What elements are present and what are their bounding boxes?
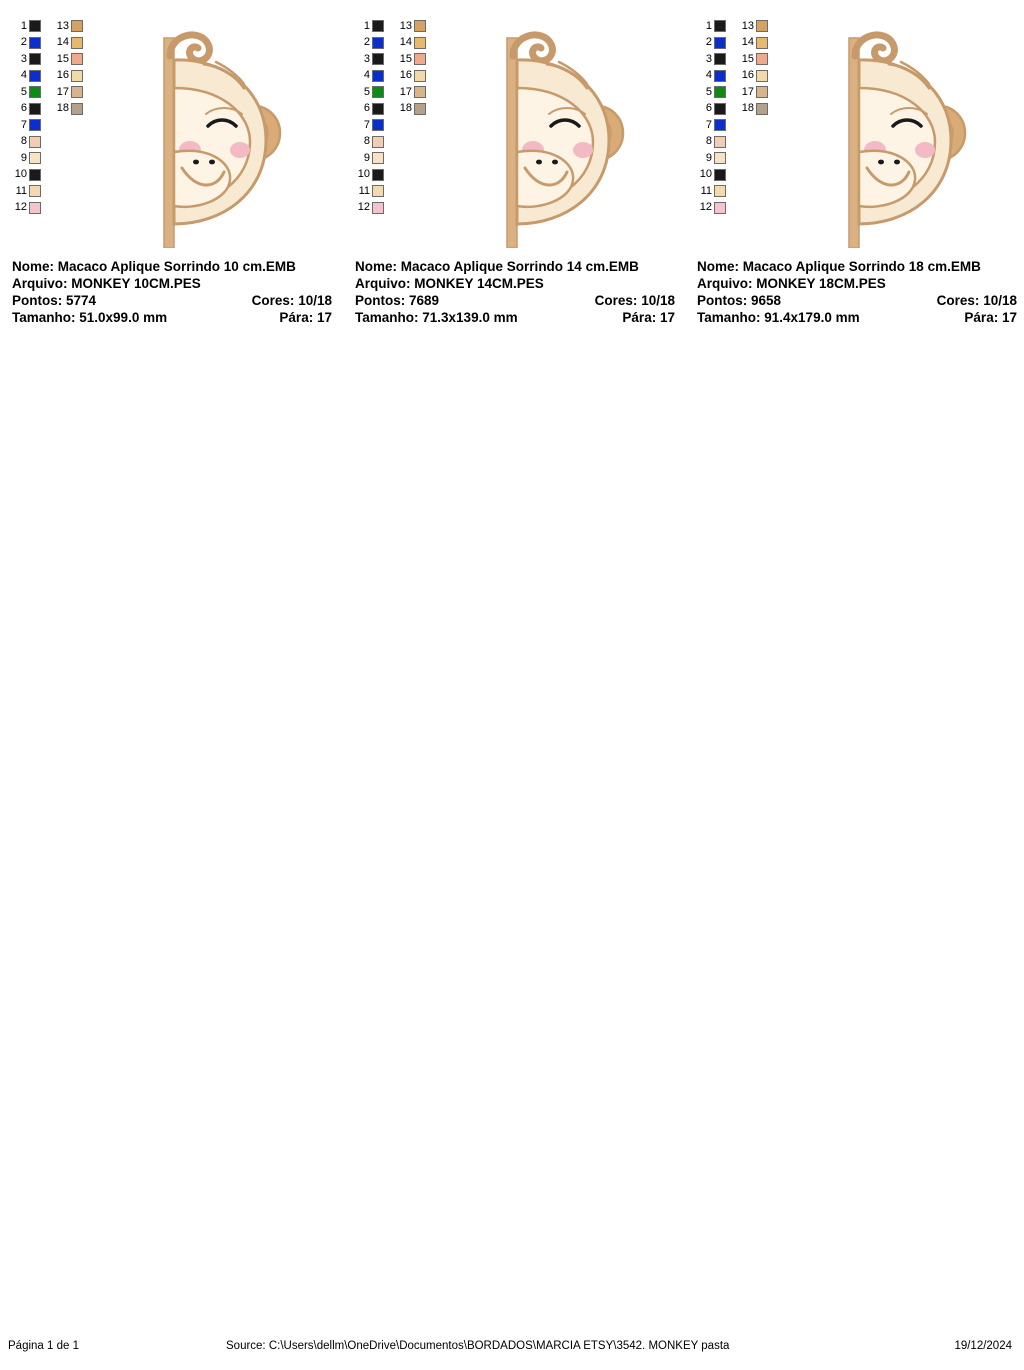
label-tamanho: Tamanho: <box>697 310 761 325</box>
legend-row <box>355 117 384 134</box>
info-para <box>964 309 1017 326</box>
legend-number: 10 <box>699 168 712 181</box>
color-swatch <box>372 20 384 32</box>
legend-number: 3 <box>20 52 27 65</box>
legend-row <box>397 18 426 35</box>
legend-number: 13 <box>399 19 412 32</box>
legend-number: 18 <box>56 102 69 115</box>
legend-row <box>355 68 384 85</box>
label-arquivo: Arquivo: <box>355 276 411 291</box>
color-swatch <box>756 37 768 49</box>
legend-number: 13 <box>741 19 754 32</box>
legend-number: 17 <box>56 85 69 98</box>
color-swatch <box>714 86 726 98</box>
legend-row <box>397 35 426 52</box>
info-pontos <box>697 292 1017 309</box>
info-nome <box>697 258 1017 275</box>
legend-row <box>697 134 726 151</box>
footer-date: 19/12/2024 <box>954 1340 1012 1352</box>
color-swatch <box>714 53 726 65</box>
info-nome <box>355 258 675 275</box>
legend-number: 17 <box>399 85 412 98</box>
design-block <box>355 18 675 248</box>
legend-column-left <box>12 18 41 216</box>
design-info <box>12 258 332 326</box>
legend-number: 3 <box>705 52 712 65</box>
legend-number: 4 <box>705 69 712 82</box>
legend-number: 18 <box>741 102 754 115</box>
info-pontos <box>355 292 675 309</box>
legend-number: 1 <box>705 19 712 32</box>
legend-number: 1 <box>20 19 27 32</box>
legend-row <box>54 101 83 118</box>
info-arquivo <box>355 275 675 292</box>
legend-row <box>697 84 726 101</box>
info-tamanho <box>12 309 332 326</box>
legend-number: 2 <box>20 36 27 49</box>
value-nome: Macaco Aplique Sorrindo 10 cm.EMB <box>57 259 296 274</box>
legend-number: 6 <box>705 102 712 115</box>
color-swatch <box>29 37 41 49</box>
legend-number: 1 <box>363 19 370 32</box>
legend-row <box>739 101 768 118</box>
value-cores: 10/18 <box>298 293 332 308</box>
legend-number: 2 <box>363 36 370 49</box>
color-swatch <box>372 169 384 181</box>
legend-number: 9 <box>20 151 27 164</box>
legend-number: 18 <box>399 102 412 115</box>
label-pontos: Pontos: <box>355 293 406 308</box>
legend-row <box>54 84 83 101</box>
info-tamanho <box>697 309 1017 326</box>
legend-row <box>355 51 384 68</box>
color-swatch <box>71 103 83 115</box>
label-nome: Nome: <box>12 259 55 274</box>
legend-row <box>12 150 41 167</box>
legend-row <box>355 200 384 217</box>
legend-row <box>739 84 768 101</box>
color-swatch <box>714 70 726 82</box>
legend-row <box>397 51 426 68</box>
legend-number: 14 <box>741 36 754 49</box>
label-cores: Cores: <box>251 293 295 308</box>
info-arquivo <box>697 275 1017 292</box>
legend-number: 17 <box>741 85 754 98</box>
legend-row <box>355 101 384 118</box>
design-block <box>697 18 1017 248</box>
legend-row <box>12 51 41 68</box>
legend-row <box>12 18 41 35</box>
legend-number: 2 <box>705 36 712 49</box>
legend-row <box>697 150 726 167</box>
legend-row <box>12 167 41 184</box>
legend-number: 4 <box>363 69 370 82</box>
color-swatch <box>29 70 41 82</box>
legend-row <box>697 117 726 134</box>
legend-row <box>54 51 83 68</box>
legend-row <box>355 167 384 184</box>
monkey-applique-preview <box>789 18 1009 248</box>
legend-row <box>697 68 726 85</box>
value-arquivo: MONKEY 14CM.PES <box>414 276 544 291</box>
value-arquivo: MONKEY 10CM.PES <box>71 276 201 291</box>
info-cores <box>252 292 332 309</box>
color-swatch <box>714 37 726 49</box>
color-swatch <box>29 103 41 115</box>
color-swatch <box>756 20 768 32</box>
info-pontos <box>12 292 332 309</box>
legend-row <box>355 84 384 101</box>
color-swatch <box>756 103 768 115</box>
legend-row <box>739 68 768 85</box>
legend-number: 7 <box>705 118 712 131</box>
design-info <box>697 258 1017 326</box>
legend-column-left <box>355 18 384 216</box>
legend-number: 14 <box>56 36 69 49</box>
color-swatch <box>714 119 726 131</box>
label-nome: Nome: <box>697 259 740 274</box>
legend-number: 5 <box>363 85 370 98</box>
legend-number: 16 <box>399 69 412 82</box>
monkey-applique-preview <box>447 18 667 248</box>
legend-row <box>355 183 384 200</box>
footer-page-number: Página 1 de 1 <box>8 1340 79 1352</box>
info-para <box>279 309 332 326</box>
legend-number: 8 <box>705 135 712 148</box>
color-swatch <box>372 136 384 148</box>
color-swatch <box>29 152 41 164</box>
legend-row <box>397 84 426 101</box>
label-pontos: Pontos: <box>12 293 63 308</box>
value-pontos: 5774 <box>66 293 97 308</box>
info-cores <box>937 292 1017 309</box>
footer-source-path: Source: C:\Users\dellm\OneDrive\Documentos\BORDADOS\MARCIA ETSY\3542. MONKEY pasta <box>226 1340 730 1352</box>
value-cores: 10/18 <box>641 293 675 308</box>
legend-row <box>397 68 426 85</box>
color-swatch <box>29 169 41 181</box>
color-swatch <box>71 20 83 32</box>
value-para: 17 <box>316 310 332 325</box>
info-arquivo <box>12 275 332 292</box>
value-para: 17 <box>659 310 675 325</box>
label-arquivo: Arquivo: <box>697 276 753 291</box>
legend-number: 11 <box>15 184 27 197</box>
value-cores: 10/18 <box>983 293 1017 308</box>
color-swatch <box>714 136 726 148</box>
legend-number: 12 <box>357 201 370 214</box>
color-swatch <box>71 70 83 82</box>
value-tamanho: 71.3x139.0 mm <box>422 310 518 325</box>
value-nome: Macaco Aplique Sorrindo 14 cm.EMB <box>400 259 639 274</box>
legend-number: 11 <box>700 184 712 197</box>
legend-number: 6 <box>363 102 370 115</box>
legend-row <box>355 134 384 151</box>
legend-number: 10 <box>357 168 370 181</box>
legend-row <box>697 51 726 68</box>
color-swatch <box>372 103 384 115</box>
color-swatch <box>756 86 768 98</box>
legend-number: 15 <box>741 52 754 65</box>
legend-number: 11 <box>358 184 370 197</box>
label-cores: Cores: <box>594 293 638 308</box>
label-para: Pára: <box>964 310 999 325</box>
color-swatch <box>29 185 41 197</box>
color-swatch <box>29 86 41 98</box>
legend-number: 9 <box>363 151 370 164</box>
label-cores: Cores: <box>936 293 980 308</box>
legend-number: 16 <box>741 69 754 82</box>
color-swatch <box>714 169 726 181</box>
color-swatch <box>372 152 384 164</box>
value-para: 17 <box>1001 310 1017 325</box>
legend-row <box>12 84 41 101</box>
legend-column-right <box>739 18 768 117</box>
legend-number: 8 <box>363 135 370 148</box>
legend-row <box>54 35 83 52</box>
color-swatch <box>414 70 426 82</box>
legend-row <box>697 101 726 118</box>
label-arquivo: Arquivo: <box>12 276 68 291</box>
label-tamanho: Tamanho: <box>12 310 76 325</box>
value-pontos: 9658 <box>751 293 782 308</box>
value-nome: Macaco Aplique Sorrindo 18 cm.EMB <box>742 259 981 274</box>
legend-number: 16 <box>56 69 69 82</box>
legend-row <box>54 18 83 35</box>
page-footer <box>0 1340 1024 1356</box>
legend-row <box>12 117 41 134</box>
legend-number: 3 <box>363 52 370 65</box>
color-swatch <box>414 86 426 98</box>
legend-number: 10 <box>14 168 27 181</box>
legend-row <box>739 35 768 52</box>
info-para <box>622 309 675 326</box>
legend-row <box>12 101 41 118</box>
value-tamanho: 91.4x179.0 mm <box>764 310 860 325</box>
legend-row <box>697 18 726 35</box>
color-swatch <box>372 70 384 82</box>
legend-row <box>739 51 768 68</box>
legend-number: 8 <box>20 135 27 148</box>
legend-row <box>12 134 41 151</box>
color-swatch <box>29 20 41 32</box>
legend-column-left <box>697 18 726 216</box>
label-para: Pára: <box>622 310 657 325</box>
color-swatch <box>756 53 768 65</box>
legend-number: 13 <box>56 19 69 32</box>
legend-row <box>697 35 726 52</box>
legend-number: 15 <box>56 52 69 65</box>
legend-column-right <box>54 18 83 117</box>
color-swatch <box>714 20 726 32</box>
value-arquivo: MONKEY 18CM.PES <box>756 276 886 291</box>
legend-number: 4 <box>20 69 27 82</box>
legend-number: 7 <box>20 118 27 131</box>
label-nome: Nome: <box>355 259 398 274</box>
color-swatch <box>714 103 726 115</box>
color-swatch <box>29 202 41 214</box>
legend-row <box>12 183 41 200</box>
legend-row <box>54 68 83 85</box>
color-swatch <box>372 119 384 131</box>
legend-row <box>697 200 726 217</box>
label-pontos: Pontos: <box>697 293 748 308</box>
legend-row <box>355 18 384 35</box>
color-swatch <box>414 103 426 115</box>
info-tamanho <box>355 309 675 326</box>
legend-number: 15 <box>399 52 412 65</box>
legend-number: 6 <box>20 102 27 115</box>
color-swatch <box>372 185 384 197</box>
color-swatch <box>372 202 384 214</box>
legend-row <box>697 167 726 184</box>
value-tamanho: 51.0x99.0 mm <box>79 310 168 325</box>
legend-row <box>739 18 768 35</box>
color-swatch <box>414 37 426 49</box>
color-swatch <box>71 37 83 49</box>
legend-row <box>12 200 41 217</box>
value-pontos: 7689 <box>409 293 440 308</box>
legend-number: 5 <box>705 85 712 98</box>
legend-row <box>697 183 726 200</box>
legend-row <box>12 35 41 52</box>
color-swatch <box>29 53 41 65</box>
color-swatch <box>71 53 83 65</box>
color-swatch <box>714 152 726 164</box>
monkey-applique-preview <box>104 18 324 248</box>
color-swatch <box>372 37 384 49</box>
legend-number: 12 <box>14 201 27 214</box>
color-swatch <box>756 70 768 82</box>
legend-number: 9 <box>705 151 712 164</box>
color-swatch <box>414 20 426 32</box>
info-nome <box>12 258 332 275</box>
color-swatch <box>372 86 384 98</box>
legend-column-right <box>397 18 426 117</box>
label-tamanho: Tamanho: <box>355 310 419 325</box>
color-swatch <box>71 86 83 98</box>
color-swatch <box>414 53 426 65</box>
legend-row <box>355 35 384 52</box>
legend-number: 5 <box>20 85 27 98</box>
color-swatch <box>714 185 726 197</box>
legend-row <box>397 101 426 118</box>
color-swatch <box>372 53 384 65</box>
legend-number: 12 <box>699 201 712 214</box>
info-cores <box>595 292 675 309</box>
legend-row <box>355 150 384 167</box>
design-block <box>12 18 332 248</box>
color-swatch <box>29 119 41 131</box>
legend-number: 14 <box>399 36 412 49</box>
color-swatch <box>29 136 41 148</box>
design-info <box>355 258 675 326</box>
label-para: Pára: <box>279 310 314 325</box>
legend-number: 7 <box>363 118 370 131</box>
legend-row <box>12 68 41 85</box>
color-swatch <box>714 202 726 214</box>
